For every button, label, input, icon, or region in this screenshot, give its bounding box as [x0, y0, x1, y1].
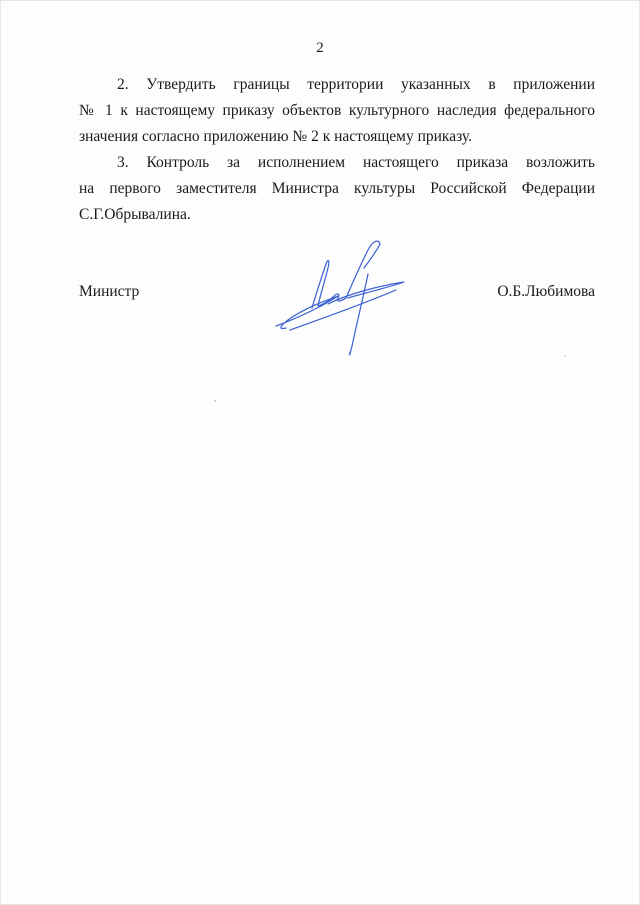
document-body: [79, 72, 595, 228]
text-line: 2. Утвердить границы территории указанных в приложении: [117, 76, 595, 93]
text-line: № 1 к настоящему приказу объектов культурного наследия федерального: [79, 102, 595, 119]
paragraph-3: [79, 150, 595, 228]
text-line: С.Г.Обрывалина.: [79, 206, 191, 223]
text-line: значения согласно приложению № 2 к настоящему приказу.: [79, 128, 472, 145]
page-number: 2: [316, 40, 324, 56]
handwritten-signature: [268, 234, 418, 360]
paragraph-2: [79, 72, 595, 150]
signer-name: О.Б.Любимова: [497, 283, 595, 300]
text-line: на первого заместителя Министра культуры Российской Федерации: [79, 180, 595, 197]
text-line: 3. Контроль за исполнением настоящего приказа возложить: [117, 154, 595, 171]
signer-title: Министр: [79, 283, 140, 300]
